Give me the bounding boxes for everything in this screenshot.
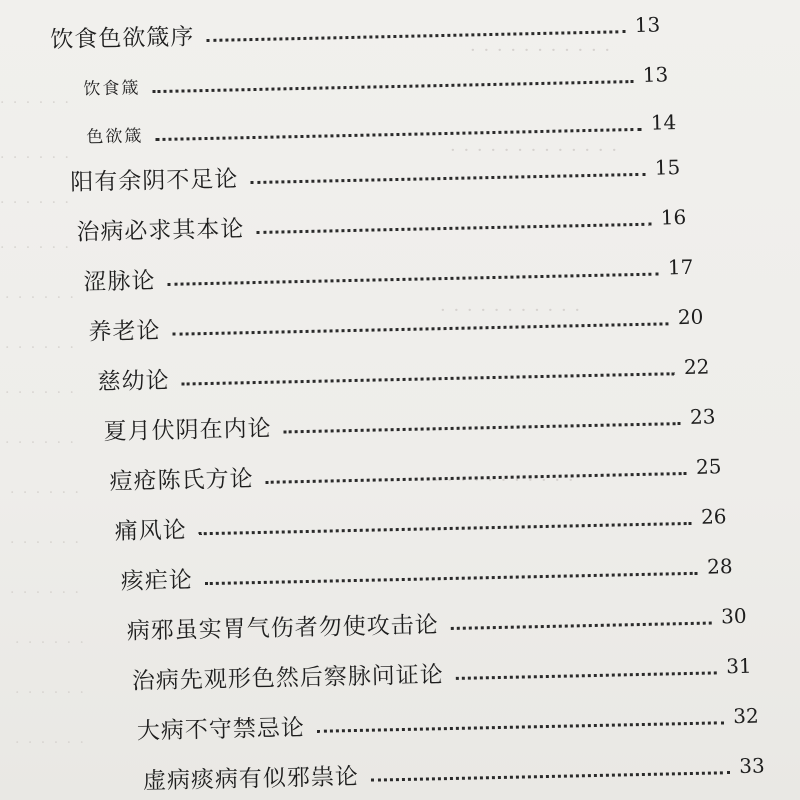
toc-entry [103, 398, 716, 447]
toc-entry-page: 25 [695, 454, 722, 479]
margin-dots: · · · · · · [5, 290, 76, 306]
toc-entry-page: 15 [654, 155, 681, 180]
dot-leader [456, 671, 717, 679]
margin-dots: · · · · · · [15, 735, 86, 751]
margin-dots: · · · · · · [5, 385, 76, 401]
toc-entry-page: 17 [667, 254, 694, 280]
toc-entry-title: 夏月伏阴在内论 [103, 415, 272, 445]
toc-entry [97, 349, 710, 398]
toc-entry [131, 648, 752, 697]
dot-leader [155, 127, 641, 140]
toc-entry-title: 饮食色欲箴序 [50, 23, 195, 53]
dot-leader [250, 172, 645, 183]
toc-entry [109, 448, 722, 497]
dot-leader [371, 771, 730, 782]
dot-leader [182, 372, 675, 385]
toc-entry-title: 养老论 [88, 317, 161, 346]
margin-dots: · · · · · · [0, 240, 71, 256]
toc-entry [83, 56, 669, 104]
margin-dots: · · · · · · [0, 95, 71, 111]
toc-entry-title: 痘疮陈氏方论 [109, 465, 254, 495]
toc-entry-page: 30 [720, 603, 747, 629]
margin-dots: · · · · · · [10, 535, 81, 551]
toc-entry [136, 698, 759, 747]
toc-entry [70, 149, 681, 198]
toc-entry-page: 33 [739, 753, 765, 778]
toc-entry [50, 6, 661, 55]
toc-entry-title: 治病必求其本论 [76, 215, 245, 246]
margin-dots: · · · · · · [0, 195, 71, 211]
dot-leader [266, 472, 687, 484]
toc-entry-title: 色欲箴 [86, 125, 144, 148]
toc-entry [114, 498, 727, 547]
toc-entry-page: 31 [725, 653, 752, 679]
dot-leader [173, 322, 669, 335]
dot-leader [317, 721, 724, 733]
toc-entry-title: 阳有余阴不足论 [70, 165, 239, 196]
toc-entry-title: 慈幼论 [97, 367, 170, 395]
toc-entry-title: 大病不守禁忌论 [136, 714, 306, 745]
toc-entry-title: 虚病痰病有似邪祟论 [142, 763, 360, 794]
dot-leader [451, 621, 712, 629]
dot-leader [167, 272, 658, 285]
toc-entry-title: 治病先观形色然后察脉问证论 [131, 661, 445, 695]
dot-leader [284, 422, 681, 433]
dot-leader [256, 222, 651, 233]
margin-dots: · · · · · · [15, 685, 86, 701]
toc-entry-page: 20 [677, 304, 704, 330]
bleed-through-text: · · · · · · · · · · · · · · · · · · · · · · · · · · · · · · · · · · · · · · · · · · · · · · · [420, 40, 619, 491]
toc-entry-title: 痎疟论 [120, 566, 193, 595]
toc-entry [83, 249, 694, 298]
toc-entry [142, 747, 765, 796]
dot-leader [199, 521, 692, 534]
toc-entry [88, 299, 704, 348]
toc-entry-title: 涩脉论 [83, 267, 156, 296]
toc-entry-page: 22 [683, 354, 710, 380]
margin-dots: · · · · · · [10, 585, 81, 601]
dot-leader [206, 30, 625, 42]
toc-entry-page: 13 [642, 62, 669, 87]
margin-dots: · · · · · · [15, 635, 86, 651]
dot-leader [205, 571, 698, 584]
toc-entry-page: 26 [700, 504, 727, 529]
toc-entry [120, 548, 733, 597]
toc-entry-title: 饮食箴 [83, 77, 141, 100]
toc-entry-title: 痛风论 [114, 516, 187, 545]
toc-entry-title: 病邪虽实胃气伤者勿使攻击论 [126, 611, 439, 645]
toc-entry-page: 14 [650, 110, 677, 135]
toc-entry-page: 32 [732, 703, 759, 729]
dot-leader [152, 80, 633, 93]
margin-dots: · · · · · · [0, 150, 71, 166]
toc-entry [76, 199, 687, 248]
toc-entry [86, 104, 677, 152]
toc-entry-page: 16 [660, 204, 687, 230]
margin-dots: · · · · · · [5, 340, 76, 356]
toc-entry-page: 28 [706, 554, 733, 579]
toc-entry-page: 23 [689, 404, 716, 429]
margin-dots: · · · · · · [5, 435, 76, 451]
toc-entry-page: 13 [634, 12, 661, 37]
toc-entry [126, 598, 747, 647]
margin-dots: · · · · · · [10, 485, 81, 501]
